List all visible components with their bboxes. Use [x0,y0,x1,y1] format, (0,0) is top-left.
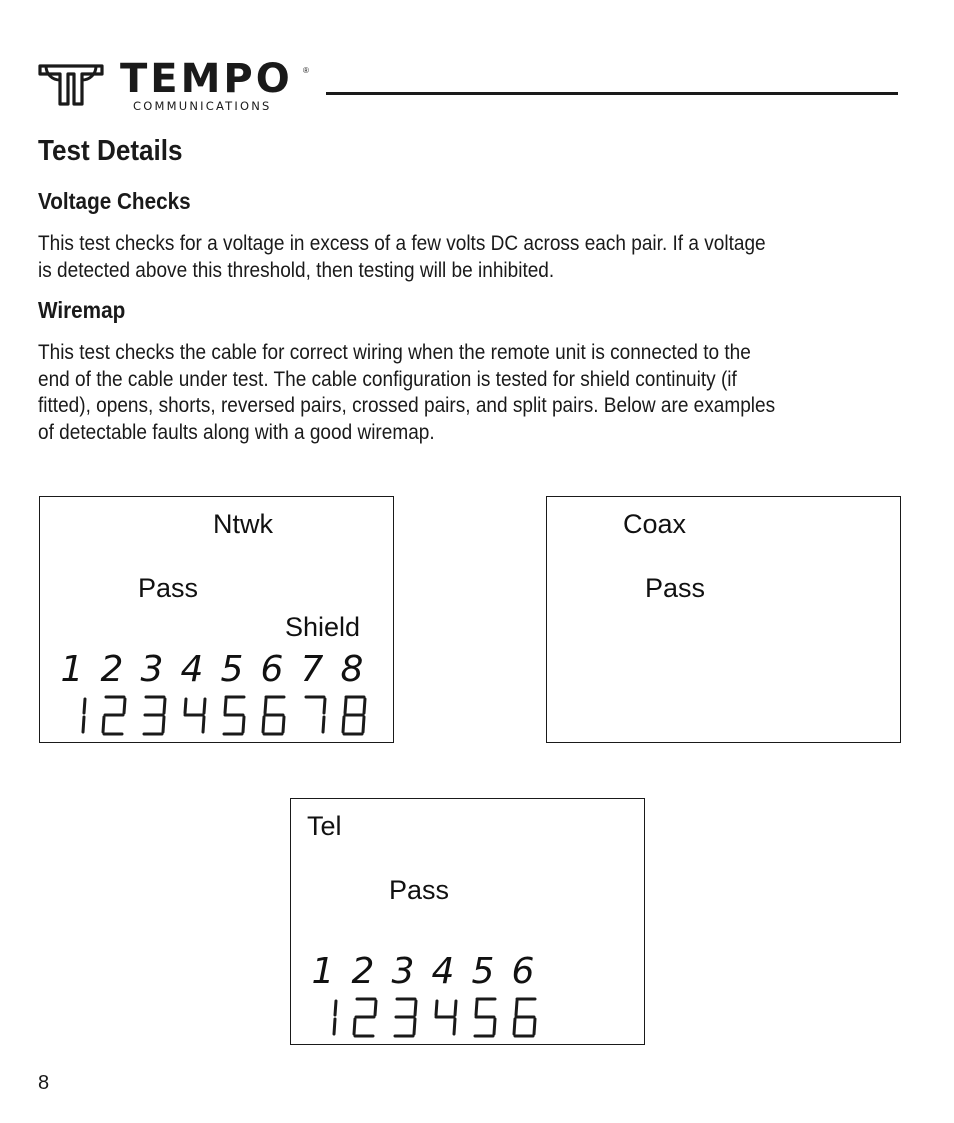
tel-result: Pass [389,875,450,905]
near-digit: 4 [431,951,455,992]
near-digit: 3 [140,649,164,690]
section-body-wiremap [38,339,888,445]
header-rule [326,92,898,95]
tel-near-digits [303,951,543,992]
near-digit: 6 [511,951,535,992]
ntwk-near-digits [52,649,372,690]
brand-name: TEMPO [120,56,293,102]
coax-result: Pass [645,573,706,603]
body-line: end of the cable under test. The cable configuration is tested for shield continuity (if [38,366,737,391]
segment-digit [254,693,294,737]
body-line: This test checks for a voltage in excess of a few volts DC across each pair. If a voltage [38,231,766,255]
tel-far-digits [305,995,545,1039]
body-line: This test checks the cable for correct wiring when the remote unit is connected to the [38,340,751,364]
coax-display [546,496,901,743]
tel-display [290,798,645,1045]
body-line: is detected above this threshold, then testing will be inhibited. [38,257,555,282]
segment-digit [94,693,134,737]
segment-digit [334,693,374,737]
near-digit: 6 [260,649,284,690]
near-digit: 3 [391,951,415,992]
brand-subtitle: COMMUNICATIONS [133,99,272,113]
body-line: fitted), opens, shorts, reversed pairs, crossed pairs, and split pairs. Below are examples [38,393,776,417]
segment-digit [54,693,94,737]
segment-digit [134,693,174,737]
coax-mode-label: Coax [623,509,687,539]
section-heading-wiremap: Wiremap [38,297,126,323]
near-digit: 4 [180,649,204,690]
tel-mode-label: Tel [307,811,342,841]
section-body-voltage [38,230,888,283]
segment-digit [214,693,254,737]
page-number: 8 [38,1072,50,1094]
segment-digit [345,995,385,1039]
near-digit: 5 [471,951,495,992]
segment-digit [505,995,545,1039]
tempo-logo-icon [38,60,104,108]
near-digit: 5 [220,649,244,690]
near-digit: 1 [311,951,335,992]
near-digit: 1 [60,649,84,690]
segment-digit [425,995,465,1039]
page-title: Test Details [38,135,183,167]
near-digit: 7 [300,649,324,690]
ntwk-mode-label: Ntwk [213,509,273,539]
near-digit: 8 [340,649,364,690]
segment-digit [305,995,345,1039]
segment-digit [294,693,334,737]
segment-digit [465,995,505,1039]
ntwk-display [39,496,394,743]
registered-mark: ® [303,66,309,75]
ntwk-shield-label: Shield [285,612,361,642]
ntwk-far-digits [54,693,374,737]
segment-digit [385,995,425,1039]
near-digit: 2 [351,951,375,992]
ntwk-result: Pass [138,573,199,603]
body-line: of detectable faults along with a good wiremap. [38,419,435,444]
near-digit: 2 [100,649,124,690]
section-heading-voltage: Voltage Checks [38,188,191,214]
segment-digit [174,693,214,737]
